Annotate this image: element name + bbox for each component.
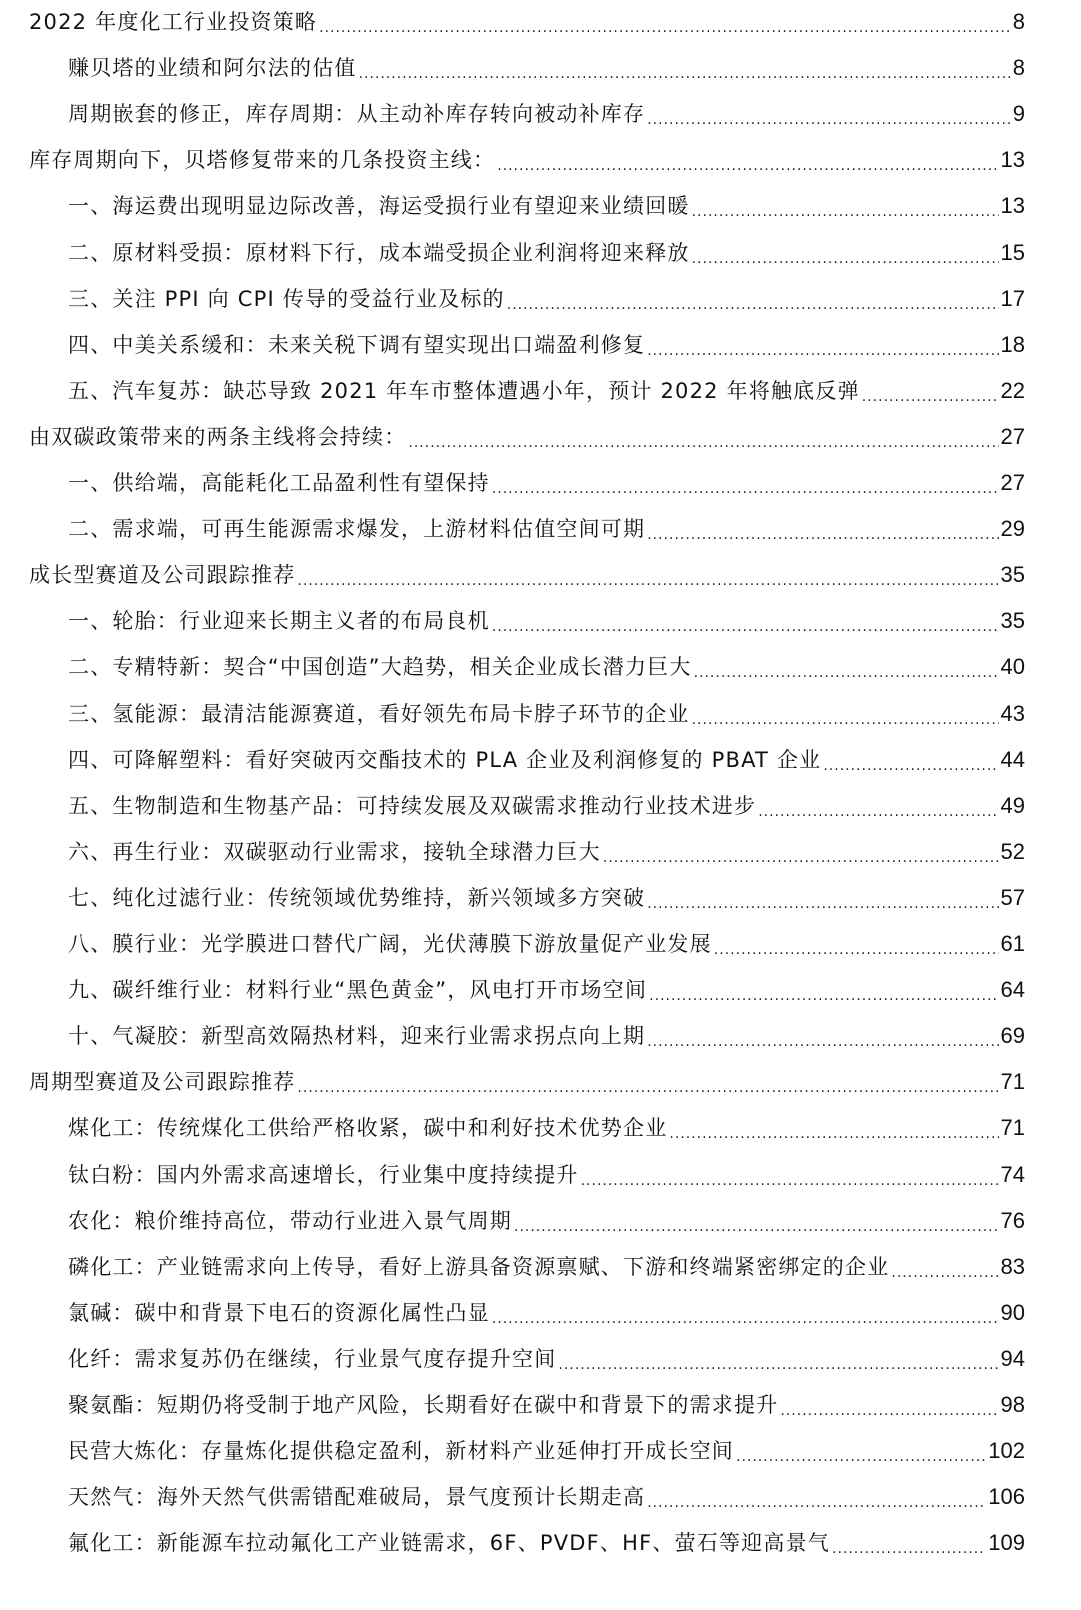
toc-row xyxy=(0,506,1081,552)
dot-leader xyxy=(514,1198,999,1244)
dot-leader xyxy=(832,1520,986,1566)
toc-entry-link[interactable] xyxy=(68,1152,1025,1198)
toc-row xyxy=(0,1152,1081,1198)
toc-entry-page-number: 64 xyxy=(1000,977,1025,1003)
toc-entry-link[interactable] xyxy=(68,91,1025,137)
toc-entry-page-number: 9 xyxy=(1012,101,1025,127)
dot-leader xyxy=(647,506,998,552)
dot-leader xyxy=(823,737,998,783)
toc-entry-title: 九、碳纤维行业：材料行业“黑色黄金”，风电打开市场空间 xyxy=(68,978,648,1003)
toc-row xyxy=(0,0,1081,45)
toc-entry-link[interactable] xyxy=(68,1105,1025,1151)
toc-entry-page-number: 13 xyxy=(1000,147,1025,173)
toc-entry-title: 五、生物制造和生物基产品：可持续发展及双碳需求推动行业技术进步 xyxy=(68,793,757,818)
toc-row xyxy=(0,737,1081,783)
toc-row xyxy=(0,829,1081,875)
toc-entry-page-number: 106 xyxy=(988,1484,1025,1510)
toc-entry-title: 农化：粮价维持高位，带动行业进入景气周期 xyxy=(68,1208,512,1233)
toc-row xyxy=(0,1336,1081,1382)
dot-leader xyxy=(891,1244,998,1290)
dot-leader xyxy=(669,1105,998,1151)
toc-row xyxy=(0,875,1081,921)
toc-row xyxy=(0,1474,1081,1520)
toc-entry-page-number: 74 xyxy=(1000,1161,1025,1187)
toc-entry-title: 磷化工：产业链需求向上传导，看好上游具备资源禀赋、下游和终端紧密绑定的企业 xyxy=(68,1254,890,1279)
toc-row xyxy=(0,276,1081,322)
dot-leader xyxy=(647,91,1011,137)
toc-entry-page-number: 13 xyxy=(1000,193,1025,219)
toc-entry-link[interactable] xyxy=(68,1336,1025,1382)
toc-entry-page-number: 83 xyxy=(1000,1253,1025,1279)
toc-entry-title: 库存周期向下，贝塔修复带来的几条投资主线： xyxy=(29,148,496,173)
dot-leader xyxy=(647,1013,998,1059)
dot-leader xyxy=(758,783,998,829)
toc-row xyxy=(0,1382,1081,1428)
toc-entry-link[interactable] xyxy=(68,45,1025,91)
toc-entry-title: 八、膜行业：光学膜进口替代广阔，光伏薄膜下游放量促产业发展 xyxy=(68,932,712,956)
toc-entry-page-number: 15 xyxy=(1000,239,1025,265)
toc-entry-page-number: 8 xyxy=(1012,9,1025,34)
toc-entry-title: 五、汽车复苏：缺芯导致 2021 年车市整体遭遇小年，预计 2022 年将触底反弹 xyxy=(68,378,860,403)
toc-entry-title: 天然气：海外天然气供需错配难破局，景气度预计长期走高 xyxy=(68,1485,646,1510)
toc-entry-link[interactable] xyxy=(68,691,1025,737)
toc-entry-title: 化纤：需求复苏仍在继续，行业景气度存提升空间 xyxy=(68,1346,557,1371)
toc-entry-page-number: 71 xyxy=(1000,1069,1025,1095)
toc-row xyxy=(0,552,1081,598)
toc-entry-title: 煤化工：传统煤化工供给严格收紧，碳中和利好技术优势企业 xyxy=(68,1116,668,1141)
toc-entry-page-number: 18 xyxy=(1000,331,1025,357)
toc-entry-title: 四、中美关系缓和：未来关税下调有望实现出口端盈利修复 xyxy=(68,332,646,357)
toc-entry-link[interactable] xyxy=(29,552,1025,598)
dot-leader xyxy=(692,230,999,276)
toc-entry-page-number: 35 xyxy=(1000,562,1025,588)
toc-entry-link[interactable] xyxy=(68,875,1025,921)
toc-row xyxy=(0,91,1081,137)
toc-entry-page-number: 22 xyxy=(1000,377,1025,403)
toc-row xyxy=(0,783,1081,829)
toc-row xyxy=(0,1198,1081,1244)
toc-entry-title: 周期型赛道及公司跟踪推荐 xyxy=(29,1070,296,1095)
toc-row xyxy=(0,1013,1081,1059)
toc-entry-title: 民营大炼化：存量炼化提供稳定盈利，新材料产业延伸打开成长空间 xyxy=(68,1439,734,1464)
dot-leader xyxy=(408,414,998,460)
dot-leader xyxy=(359,45,1011,91)
dot-leader xyxy=(492,598,999,644)
toc-entry-page-number: 109 xyxy=(988,1530,1025,1556)
toc-entry-link[interactable] xyxy=(68,1520,1025,1566)
toc-entry-link[interactable] xyxy=(68,1382,1025,1428)
dot-leader xyxy=(297,1059,998,1105)
toc-entry-link[interactable] xyxy=(68,1198,1025,1244)
toc-entry-link[interactable] xyxy=(29,414,1025,460)
toc-entry-title: 二、需求端，可再生能源需求爆发，上游材料估值空间可期 xyxy=(68,517,646,542)
toc-row xyxy=(0,368,1081,414)
dot-leader xyxy=(780,1382,998,1428)
toc-entry-title: 钛白粉：国内外需求高速增长，行业集中度持续提升 xyxy=(68,1162,579,1187)
toc-entry-link[interactable] xyxy=(68,506,1025,552)
toc-entry-link[interactable] xyxy=(68,737,1025,783)
toc-row xyxy=(0,1520,1081,1566)
toc-row xyxy=(0,1059,1081,1105)
toc-entry-title: 聚氨酯：短期仍将受制于地产风险，长期看好在碳中和背景下的需求提升 xyxy=(68,1393,779,1417)
dot-leader xyxy=(492,1290,999,1336)
toc-row xyxy=(0,137,1081,183)
toc-entry-page-number: 61 xyxy=(1000,931,1025,956)
toc-entry-title: 十、气凝胶：新型高效隔热材料，迎来行业需求拐点向上期 xyxy=(68,1024,646,1049)
toc-entry-link[interactable] xyxy=(68,644,1025,690)
toc-entry-link[interactable] xyxy=(68,460,1025,506)
toc-entry-title: 六、再生行业：双碳驱动行业需求，接轨全球潜力巨大 xyxy=(68,839,601,864)
toc-entry-link[interactable] xyxy=(68,230,1025,276)
toc-entry-page-number: 71 xyxy=(1000,1115,1025,1141)
toc-entry-link[interactable] xyxy=(68,322,1025,368)
toc-entry-page-number: 69 xyxy=(1000,1023,1025,1049)
dot-leader xyxy=(649,967,998,1013)
dot-leader xyxy=(692,183,999,229)
toc-entry-link[interactable] xyxy=(29,1059,1025,1105)
toc-entry-link[interactable] xyxy=(68,783,1025,829)
toc-row xyxy=(0,691,1081,737)
dot-leader xyxy=(714,921,999,967)
toc-row xyxy=(0,322,1081,368)
toc-entry-title: 2022 年度化工行业投资策略 xyxy=(29,10,318,34)
toc-row xyxy=(0,921,1081,967)
toc-entry-title: 一、供给端，高能耗化工品盈利性有望保持 xyxy=(68,471,490,495)
toc-entry-page-number: 35 xyxy=(1000,608,1025,634)
toc-entry-link[interactable] xyxy=(68,1290,1025,1336)
toc-entry-page-number: 52 xyxy=(1000,838,1025,864)
toc-entry-link[interactable] xyxy=(68,1244,1025,1290)
toc-row xyxy=(0,1244,1081,1290)
toc-entry-title: 二、原材料受损：原材料下行，成本端受损企业利润将迎来释放 xyxy=(68,240,690,265)
toc-entry-title: 三、关注 PPI 向 CPI 传导的受益行业及标的 xyxy=(68,286,505,311)
dot-leader xyxy=(581,1152,999,1198)
toc-row xyxy=(0,1428,1081,1474)
toc-entry-link[interactable] xyxy=(68,967,1025,1013)
toc-row xyxy=(0,230,1081,276)
dot-leader xyxy=(862,368,999,414)
toc-entry-title: 三、氢能源：最清洁能源赛道，看好领先布局卡脖子环节的企业 xyxy=(68,701,690,726)
toc-entry-link[interactable] xyxy=(29,0,1025,45)
toc-row xyxy=(0,967,1081,1013)
toc-entry-page-number: 102 xyxy=(988,1438,1025,1464)
dot-leader xyxy=(297,552,998,598)
toc-entry-page-number: 27 xyxy=(1000,470,1025,495)
toc-entry-page-number: 17 xyxy=(1000,285,1025,311)
toc-entry-title: 一、海运费出现明显边际改善，海运受损行业有望迎来业绩回暖 xyxy=(68,194,690,219)
toc-entry-title: 成长型赛道及公司跟踪推荐 xyxy=(29,563,296,588)
dot-leader xyxy=(647,322,998,368)
toc-entry-title: 赚贝塔的业绩和阿尔法的估值 xyxy=(68,56,357,81)
toc-entry-page-number: 98 xyxy=(1000,1392,1025,1417)
toc-entry-title: 氯碱：碳中和背景下电石的资源化属性凸显 xyxy=(68,1300,490,1325)
toc-entry-link[interactable] xyxy=(68,183,1025,229)
toc-entry-link[interactable] xyxy=(68,829,1025,875)
toc-entry-link[interactable] xyxy=(68,921,1025,967)
toc-entry-page-number: 29 xyxy=(1000,516,1025,542)
dot-leader xyxy=(647,875,998,921)
dot-leader xyxy=(736,1428,986,1474)
toc-entry-link[interactable] xyxy=(68,1428,1025,1474)
toc-entry-page-number: 57 xyxy=(1000,884,1025,910)
toc-row xyxy=(0,598,1081,644)
toc-entry-page-number: 40 xyxy=(1000,654,1025,680)
dot-leader xyxy=(507,276,999,322)
dot-leader xyxy=(694,644,999,690)
toc-entry-page-number: 43 xyxy=(1000,700,1025,726)
dot-leader xyxy=(492,460,999,506)
dot-leader xyxy=(603,829,999,875)
toc-entry-page-number: 8 xyxy=(1012,55,1025,81)
toc-entry-page-number: 49 xyxy=(1000,792,1025,818)
toc-entry-page-number: 27 xyxy=(1000,423,1025,449)
toc-entry-title: 氟化工：新能源车拉动氟化工产业链需求，6F、PVDF、HF、萤石等迎高景气 xyxy=(68,1531,830,1556)
toc-entry-page-number: 90 xyxy=(1000,1299,1025,1325)
toc-entry-page-number: 76 xyxy=(1000,1207,1025,1233)
toc-entry-link[interactable] xyxy=(68,1474,1025,1520)
toc-entry-title: 二、专精特新：契合“中国创造”大趋势，相关企业成长潜力巨大 xyxy=(68,655,692,680)
dot-leader xyxy=(647,1474,986,1520)
dot-leader xyxy=(692,691,999,737)
toc-entry-link[interactable] xyxy=(68,1013,1025,1059)
toc-row xyxy=(0,183,1081,229)
toc-entry-title: 四、可降解塑料：看好突破丙交酯技术的 PLA 企业及利润修复的 PBAT 企业 xyxy=(68,747,822,772)
toc-row xyxy=(0,1290,1081,1336)
toc-entry-page-number: 44 xyxy=(1000,746,1025,772)
toc-row xyxy=(0,460,1081,506)
dot-leader xyxy=(497,137,998,183)
toc-entry-title: 七、纯化过滤行业：传统领域优势维持，新兴领域多方突破 xyxy=(68,885,646,910)
dot-leader xyxy=(558,1336,998,1382)
toc-row xyxy=(0,45,1081,91)
toc-entry-link[interactable] xyxy=(68,368,1025,414)
toc-entry-link[interactable] xyxy=(68,276,1025,322)
toc-entry-title: 由双碳政策带来的两条主线将会持续： xyxy=(29,424,407,449)
dot-leader xyxy=(319,0,1011,45)
toc-entry-title: 周期嵌套的修正，库存周期：从主动补库存转向被动补库存 xyxy=(68,102,646,127)
toc-entry-link[interactable] xyxy=(29,137,1025,183)
toc-row xyxy=(0,414,1081,460)
toc-row xyxy=(0,644,1081,690)
toc-entry-page-number: 94 xyxy=(1000,1345,1025,1371)
toc-entry-link[interactable] xyxy=(68,598,1025,644)
toc-row xyxy=(0,1105,1081,1151)
toc-entry-title: 一、轮胎：行业迎来长期主义者的布局良机 xyxy=(68,609,490,634)
